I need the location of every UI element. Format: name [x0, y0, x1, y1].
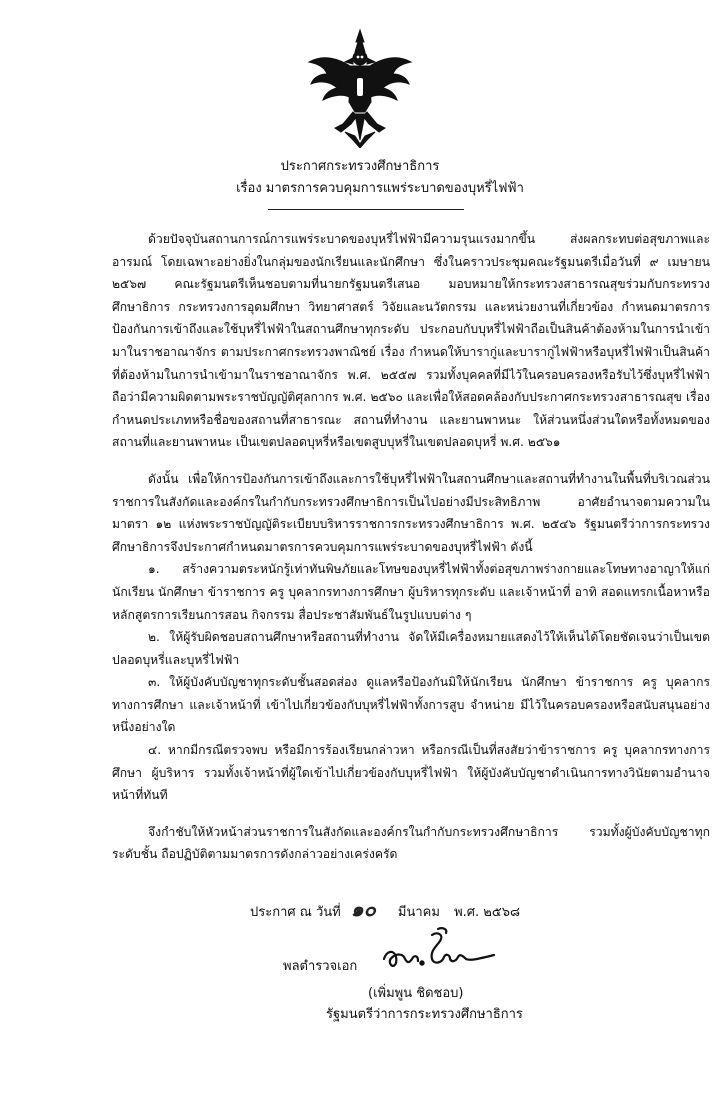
garuda-emblem-icon [305, 28, 415, 148]
paragraph-authority: ดังนั้น เพื่อให้การป้องกันการเข้าถึงและการใช้บุหรี่ไฟฟ้าในสถานศึกษาและสถานที่ทำงานในพื้นที่บริเวณส่วนราชการในสังกัดและองค์กรในกำกับกระทรวงศึกษาธิการเป็นไปอย่างมีประสิทธิภาพ อาศัยอำนาจตามความในมาตรา ๑๒ แห่งพระราชบัญญัติระเบียบบริหารราชการกระทรวงศึกษาธิการ พ.ศ. ๒๕๔๖ รัฐมนตรีว่าการกระทรวงศึกษาธิการจึงประกาศกำหนดมาตรการควบคุมการแพร่ระบาดของบุหรี่ไฟฟ้า ดังนี้ [112, 471, 710, 554]
measure-item-1: ๑. สร้างความตระหนักรู้เท่าทันพิษภัยและโทษของบุหรี่ไฟฟ้าทั้งต่อสุขภาพร่างกายและโทษทางอาญาให้แก่นักเรียน นักศึกษา ข้าราชการ ครู บุคลากรทางการศึกษา ผู้บริหารทุกระดับ และเจ้าหน้าที่ อาทิ สอดแทรกเนื้อหาหรือหลักสูตรการเรียนการสอน กิจกรรม สื่อประชาสัมพันธ์ในรูปแบบต่าง ๆ [112, 562, 710, 622]
date-day: ๑๐ [350, 897, 376, 921]
date-year: พ.ศ. ๒๕๖๘ [454, 905, 521, 920]
document-header [0, 156, 720, 200]
measure-item-3: ๓. ให้ผู้บังคับบัญชาทุกระดับชั้นสอดส่อง ดูแลหรือป้องกันมิให้นักเรียน นักศึกษา ข้าราชการ ครู บุคลากรทางการศึกษา และเจ้าหน้าที่ เข้าไปเกี่ยวข้องกับบุหรี่ไฟฟ้าทั้งการสูบ จำหน่าย มีไว้ในครอบครองหรือสนับสนุนอย่างหนึ่งอย่างใด [112, 675, 710, 735]
measure-item-2: ๒. ให้ผู้รับผิดชอบสถานศึกษาหรือสถานที่ทำงาน จัดให้มีเครื่องหมายแสดงไว้ให้เห็นได้โดยชัดเจนว่าเป็นเขตปลอดบุหรี่และบุหรี่ไฟฟ้า [112, 630, 710, 667]
announcement-date [250, 898, 520, 924]
date-prefix: ประกาศ ณ วันที่ [250, 905, 341, 920]
signer-name: (เพิ่มพูน ชิดชอบ) [368, 986, 464, 1001]
header-divider [268, 209, 464, 210]
signer-title: รัฐมนตรีว่าการกระทรวงศึกษาธิการ [326, 1007, 523, 1022]
handwritten-signature-icon [378, 925, 498, 985]
signer-rank: พลตำรวจเอก [283, 959, 358, 974]
document-body [112, 228, 710, 866]
paragraph-closing: จึงกำชับให้หัวหน้าส่วนราชการในสังกัดและองค์กรในกำกับกระทรวงศึกษาธิการ รวมทั้งผู้บังคับบัญชาทุกระดับชั้น ถือปฏิบัติตามมาตรการดังกล่าวอย่างเคร่งครัด [112, 824, 710, 862]
announcement-title: ประกาศกระทรวงศึกษาธิการ [280, 159, 440, 174]
measure-item-4: ๔. หากมีกรณีตรวจพบ หรือมีการร้องเรียนกล่าวหา หรือกรณีเป็นที่สงสัยว่าข้าราชการ ครู บุคลากรทางการศึกษา ผู้บริหาร รวมทั้งเจ้าหน้าที่ผู้ใดเข้าไปเกี่ยวข้องกับบุหรี่ไฟฟ้า ให้ผู้บังคับบัญชาดำเนินการทางวินัยตามอำนาจหน้าที่ทันที [112, 743, 710, 803]
date-month: มีนาคม [397, 905, 440, 920]
announcement-subject: เรื่อง มาตรการควบคุมการแพร่ระบาดของบุหรี่ไฟฟ้า [236, 181, 524, 196]
paragraph-background: ด้วยปัจจุบันสถานการณ์การแพร่ระบาดของบุหรี่ไฟฟ้ามีความรุนแรงมากขึ้น ส่งผลกระทบต่อสุขภาพและอารมณ์ โดยเฉพาะอย่างยิ่งในกลุ่มของนักเรียนและนักศึกษา ซึ่งในคราวประชุมคณะรัฐมนตรีเมื่อวันที่ ๙ เมษายน ๒๕๖๗ คณะรัฐมนตรีเห็นชอบตามที่นายกรัฐมนตรีเสนอ มอบหมายให้กระทรวงสาธารณสุขร่วมกับกระทรวงศึกษาธิการ กระทรวงการอุดมศึกษา วิทยาศาสตร์ วิจัยและนวัตกรรม และหน่วยงานที่เกี่ยวข้อง กำหนดมาตรการป้องกันการเข้าถึงและใช้บุหรี่ไฟฟ้าในสถานศึกษาทุกระดับ ประกอบกับบุหรี่ไฟฟ้าถือเป็นสินค้าต้องห้ามในการนำเข้ามาในราชอาณาจักร ตามประกาศกระทรวงพาณิชย์ เรื่อง กำหนดให้บารากู่และบารากู่ไฟฟ้าหรือบุหรี่ไฟฟ้าเป็นสินค้าที่ต้องห้ามในการนำเข้ามาในราชอาณาจักร พ.ศ. ๒๕๕๗ รวมทั้งบุคคลที่มีไว้ในครอบครองหรือรับไว้ซึ่งบุหรี่ไฟฟ้าถือว่ามีความผิดตามพระราชบัญญัติศุลกากร พ.ศ. ๒๕๖๐ และเพื่อให้สอดคล้องกับประกาศกระทรวงสาธารณสุข เรื่อง กำหนดประเภทหรือชื่อของสถานที่สาธารณะ สถานที่ทำงาน และยานพาหนะ ให้ส่วนหนึ่งส่วนใดหรือทั้งหมดของสถานที่และยานพาหนะ เป็นเขตปลอดบุหรี่หรือเขตสูบบุหรี่ในเขตปลอดบุหรี่ พ.ศ. ๒๕๖๑ [112, 232, 710, 450]
